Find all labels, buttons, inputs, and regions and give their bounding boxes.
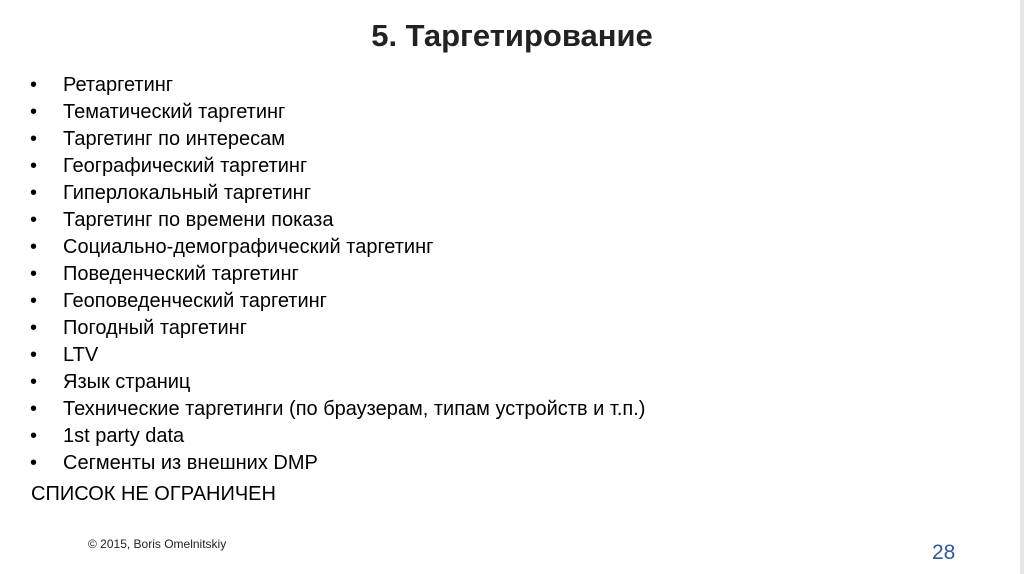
bullet-icon: • bbox=[30, 236, 38, 258]
list-item bbox=[28, 180, 645, 207]
list-item-text: Геоповеденческий таргетинг bbox=[63, 290, 327, 312]
list-item bbox=[28, 153, 645, 180]
list-item bbox=[28, 288, 645, 315]
list-item-text: Таргетинг по времени показа bbox=[63, 209, 334, 231]
list-item bbox=[28, 315, 645, 342]
list-item bbox=[28, 450, 645, 477]
bullet-icon: • bbox=[30, 371, 38, 393]
bullet-icon: • bbox=[30, 101, 38, 123]
slide-title: 5. Таргетирование bbox=[371, 18, 653, 53]
list-item bbox=[28, 126, 645, 153]
list-item-text: Таргетинг по интересам bbox=[63, 128, 286, 150]
list-item bbox=[28, 396, 645, 423]
bullet-icon: • bbox=[30, 128, 38, 150]
list-item bbox=[28, 234, 645, 261]
list-item-text: Тематический таргетинг bbox=[63, 101, 286, 123]
bullet-icon: • bbox=[30, 209, 38, 231]
bullet-icon: • bbox=[30, 182, 38, 204]
copyright-notice: © 2015, Boris Omelnitskiy bbox=[88, 537, 227, 551]
list-item-text: LTV bbox=[63, 344, 99, 366]
list-item bbox=[28, 369, 645, 396]
list-item-text: Социально-демографический таргетинг bbox=[63, 236, 434, 258]
list-item-text: Погодный таргетинг bbox=[63, 317, 248, 339]
bullet-icon: • bbox=[30, 344, 38, 366]
list-item bbox=[28, 423, 645, 450]
bullet-icon: • bbox=[30, 74, 38, 96]
slide-edge bbox=[1020, 0, 1024, 574]
bullet-icon: • bbox=[30, 398, 38, 420]
closing-line: СПИСОК НЕ ОГРАНИЧЕН bbox=[31, 483, 276, 505]
list-item-text: Технические таргетинги (по браузерам, типам устройств и т.п.) bbox=[63, 398, 646, 420]
bullet-icon: • bbox=[30, 290, 38, 312]
list-item bbox=[28, 72, 645, 99]
list-item-text: Язык страниц bbox=[63, 371, 191, 393]
list-item bbox=[28, 261, 645, 288]
bullet-icon: • bbox=[30, 452, 38, 474]
bullet-icon: • bbox=[30, 317, 38, 339]
bullet-icon: • bbox=[30, 425, 38, 447]
list-item bbox=[28, 207, 645, 234]
list-item-text: Поведенческий таргетинг bbox=[63, 263, 299, 285]
bullet-list bbox=[28, 72, 645, 477]
list-item-text: Географический таргетинг bbox=[63, 155, 308, 177]
page-number: 28 bbox=[932, 541, 956, 564]
list-item-text: Ретаргетинг bbox=[63, 74, 174, 96]
bullet-icon: • bbox=[30, 263, 38, 285]
list-item-text: Гиперлокальный таргетинг bbox=[63, 182, 312, 204]
list-item-text: Сегменты из внешних DMP bbox=[63, 452, 318, 474]
list-item-text: 1st party data bbox=[63, 425, 185, 447]
list-item bbox=[28, 99, 645, 126]
list-item bbox=[28, 342, 645, 369]
bullet-icon: • bbox=[30, 155, 38, 177]
